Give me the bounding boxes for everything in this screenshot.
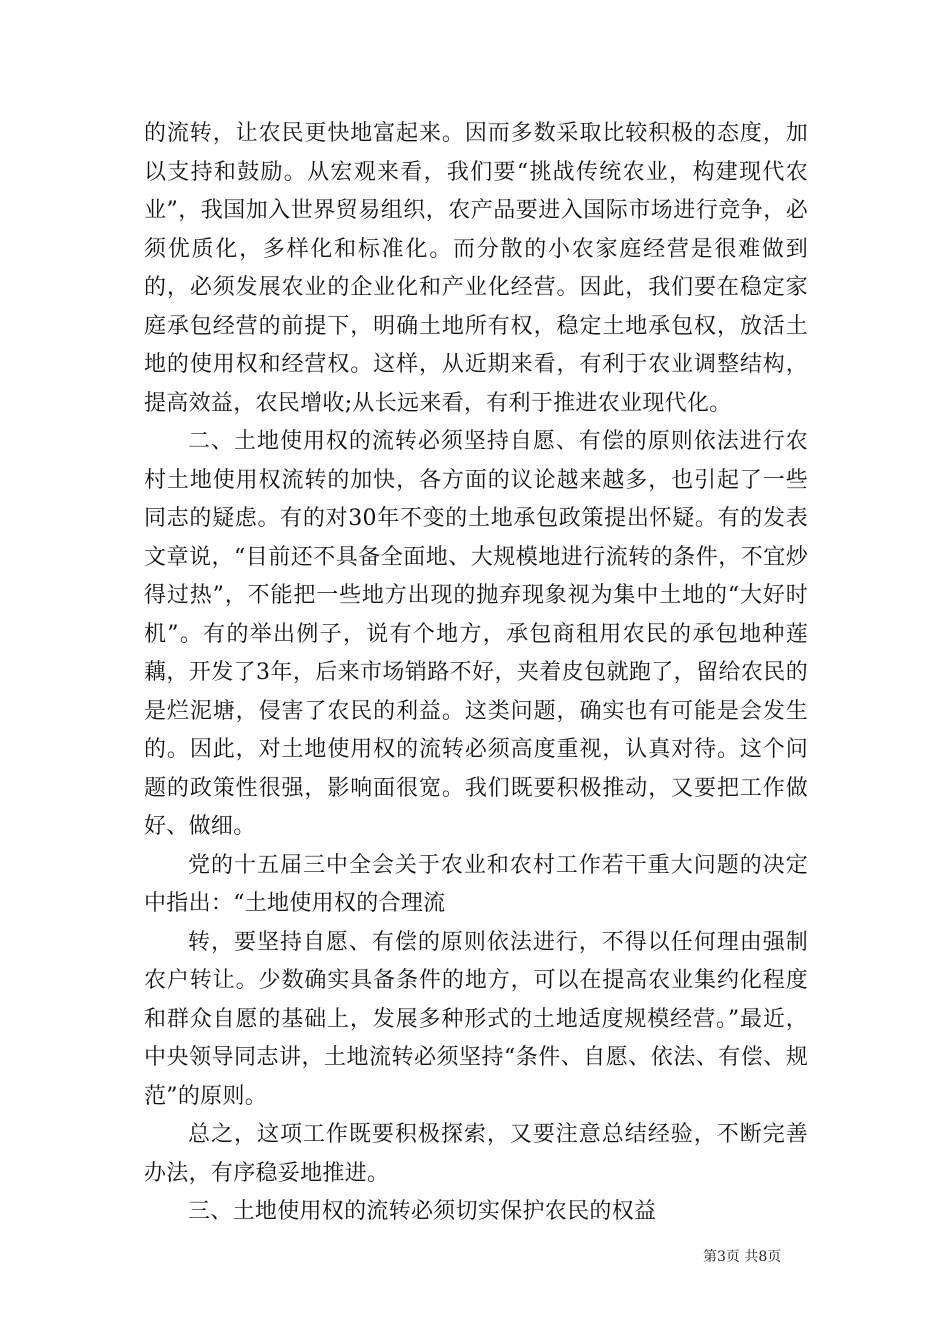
page-number-footer: 第3页 共8页 xyxy=(703,1249,782,1265)
paragraph-continuation: 的流转，让农民更快地富起来。因而多数采取比较积极的态度，加以支持和鼓励。从宏观来看，我们要“挑战传统农业，构建现代农业”，我国加入世界贸易组织，农产品要进入国际市场进行竞争，必须优质化，多样化和标准化。而分散的小农家庭经营是很难做到的，必须发展农业的企业化和产业化经营。因此，我们要在稳定家庭承包经营的前提下，明确土地所有权，稳定土地承包权，放活土地的使用权和经营权。这样，从近期来看，有利于农业调整结构，提高效益，农民增收;从长远来看，有利于推进农业现代化。 xyxy=(144,121,808,416)
paragraph-section-two: 二、土地使用权的流转必须坚持自愿、有偿的原则依法进行农村土地使用权流转的加快，各方面的议论越来越多，也引起了一些同志的疑虑。有的对30年不变的土地承包政策提出怀疑。有的发表文章说，“目前还不具备全面地、大规模地进行流转的条件，不宜炒得过热”，不能把一些地方出现的抛弃现象视为集中土地的“大好时机”。有的举出例子，说有个地方，承包商租用农民的承包地种莲藕，开发了3年，后来市场销路不好，夹着皮包就跑了，留给农民的是烂泥塘，侵害了农民的利益。这类问题，确实也有可能是会发生的。因此，对土地使用权的流转必须高度重视，认真对待。这个问题的政策性很强，影响面很宽。我们既要积极推动，又要把工作做好、做细。 xyxy=(144,429,808,839)
paragraph-decision-quote: 党的十五届三中全会关于农业和农村工作若干重大问题的决定中指出：“土地使用权的合理流 xyxy=(144,852,808,916)
paragraph-section-three-heading: 三、土地使用权的流转必须切实保护农民的权益 xyxy=(188,1199,657,1224)
paragraph-summary: 总之，这项工作既要积极探索，又要注意总结经验，不断完善办法，有序稳妥地推进。 xyxy=(144,1122,808,1186)
document-body xyxy=(144,115,808,1232)
paragraph-quote-continuation: 转，要坚持自愿、有偿的原则依法进行，不得以任何理由强制农户转让。少数确实具备条件的地方，可以在提高农业集约化程度和群众自愿的基础上，发展多种形式的土地适度规模经营。”最近，中央领导同志讲，土地流转必须坚持“条件、自愿、依法、有偿、规范”的原则。 xyxy=(144,929,808,1109)
